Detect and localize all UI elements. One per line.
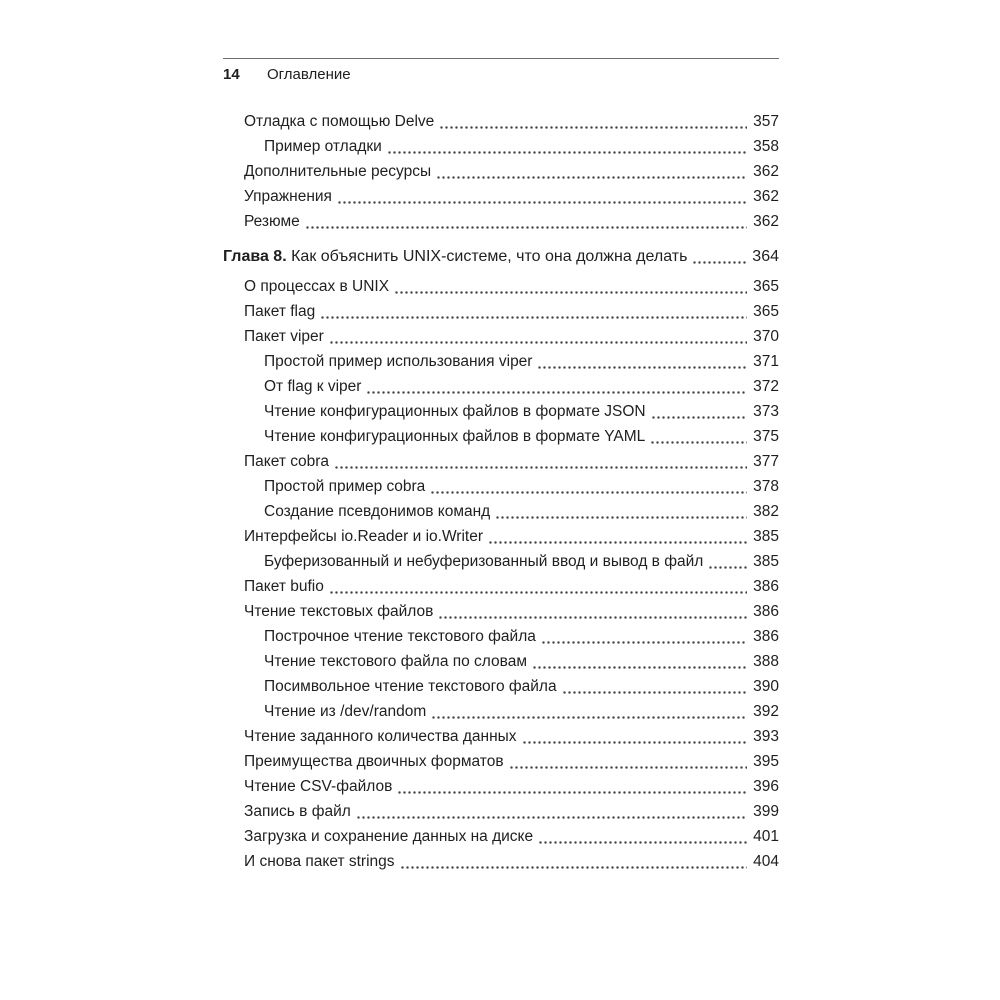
toc-entry	[223, 324, 779, 349]
chapter-prefix: Глава 8.	[223, 248, 292, 265]
toc-entry	[223, 699, 779, 724]
toc-entry-page: 395	[753, 753, 779, 770]
toc-entry-label: Буферизованный и небуферизованный ввод и вывод в файл	[264, 553, 704, 570]
dot-leader	[431, 716, 747, 719]
dot-leader	[439, 126, 747, 129]
dot-leader	[366, 391, 747, 394]
toc-entry-label: Чтение заданного количества данных	[244, 728, 517, 745]
toc-entry-label: Простой пример cobra	[264, 478, 426, 495]
dot-leader	[397, 791, 747, 794]
toc-entry-label: Посимвольное чтение текстового файла	[264, 678, 557, 695]
toc-entry	[223, 599, 779, 624]
dot-leader	[538, 841, 747, 844]
toc-entry-label: От flag к viper	[264, 378, 362, 395]
toc-entry	[223, 159, 779, 184]
dot-leader	[387, 151, 747, 154]
toc-entry-page: 382	[753, 503, 779, 520]
dot-leader	[356, 816, 747, 819]
toc-entry	[223, 749, 779, 774]
dot-leader	[329, 341, 747, 344]
toc-entry	[223, 274, 779, 299]
toc-list	[223, 109, 779, 874]
toc-entry	[223, 624, 779, 649]
page-header	[223, 67, 779, 83]
toc-entry-label: Упражнения	[244, 188, 332, 205]
toc-entry-label: Запись в файл	[244, 803, 351, 820]
toc-entry-page: 362	[753, 188, 779, 205]
dot-leader	[495, 516, 747, 519]
toc-entry-page: 375	[753, 428, 779, 445]
dot-leader	[400, 866, 748, 869]
toc-entry-label: Дополнительные ресурсы	[244, 163, 432, 180]
toc-entry-page: 388	[753, 653, 779, 670]
toc-entry-label: Преимущества двоичных форматов	[244, 753, 504, 770]
toc-entry-label: Пакет viper	[244, 328, 324, 345]
toc-entry	[223, 244, 779, 269]
dot-leader	[651, 416, 747, 419]
toc-entry-page: 396	[753, 778, 779, 795]
dot-leader	[650, 441, 747, 444]
toc-entry-page: 399	[753, 803, 779, 820]
dot-leader	[337, 201, 747, 204]
header-rule	[223, 58, 779, 59]
dot-leader	[541, 641, 747, 644]
toc-entry	[223, 649, 779, 674]
toc-entry-page: 370	[753, 328, 779, 345]
dot-leader	[708, 566, 747, 569]
toc-entry-label: Пример отладки	[264, 138, 382, 155]
toc-entry-page: 392	[753, 703, 779, 720]
toc-entry-label: Пакет bufio	[244, 578, 324, 595]
toc-entry-label: Чтение конфигурационных файлов в формате JSON	[264, 403, 646, 420]
dot-leader	[305, 226, 747, 229]
toc-entry-label: Чтение текстового файла по словам	[264, 653, 527, 670]
dot-leader	[334, 466, 747, 469]
toc-entry-page: 404	[753, 853, 779, 870]
toc-entry-page: 365	[753, 278, 779, 295]
toc-entry-page: 393	[753, 728, 779, 745]
toc-entry	[223, 724, 779, 749]
toc-entry-page: 386	[753, 578, 779, 595]
toc-entry	[223, 424, 779, 449]
toc-entry-page: 365	[753, 303, 779, 320]
toc-entry-page: 385	[753, 528, 779, 545]
dot-leader	[329, 591, 747, 594]
toc-entry-page: 386	[753, 628, 779, 645]
toc-entry	[223, 349, 779, 374]
toc-entry-page: 401	[753, 828, 779, 845]
toc-entry-label: Резюме	[244, 213, 300, 230]
dot-leader	[537, 366, 747, 369]
dot-leader	[562, 691, 747, 694]
toc-entry-label: Загрузка и сохранение данных на диске	[244, 828, 534, 845]
dot-leader	[532, 666, 747, 669]
dot-leader	[430, 491, 747, 494]
toc-entry	[223, 449, 779, 474]
toc-entry	[223, 824, 779, 849]
toc-entry-label: О процессах в UNIX	[244, 278, 390, 295]
toc-entry	[223, 109, 779, 134]
toc-entry-page: 372	[753, 378, 779, 395]
dot-leader	[320, 316, 747, 319]
toc-entry	[223, 799, 779, 824]
toc-entry-label: Чтение конфигурационных файлов в формате YAML	[264, 428, 646, 445]
toc-entry	[223, 774, 779, 799]
toc-entry-page: 377	[753, 453, 779, 470]
toc-entry-label: Построчное чтение текстового файла	[264, 628, 536, 645]
toc-entry-label: Отладка с помощью Delve	[244, 113, 435, 130]
toc-entry-label: Чтение из /dev/random	[264, 703, 427, 720]
toc-entry	[223, 524, 779, 549]
header-page-number: 14	[223, 66, 240, 83]
toc-entry-page: 371	[753, 353, 779, 370]
toc-entry	[223, 299, 779, 324]
header-title: Оглавление	[267, 66, 351, 83]
dot-leader	[436, 176, 747, 179]
toc-entry-label: Чтение текстовых файлов	[244, 603, 434, 620]
toc-entry-label: Чтение CSV-файлов	[244, 778, 393, 795]
toc-entry-page: 362	[753, 163, 779, 180]
toc-entry-page: 373	[753, 403, 779, 420]
toc-entry	[223, 374, 779, 399]
toc-entry-label: Пакет cobra	[244, 453, 330, 470]
toc-entry	[223, 184, 779, 209]
toc-entry-page: 390	[753, 678, 779, 695]
toc-entry	[223, 134, 779, 159]
toc-entry-label: Интерфейсы io.Reader и io.Writer	[244, 528, 483, 545]
dot-leader	[692, 261, 747, 264]
toc-entry-label: Простой пример использования viper	[264, 353, 533, 370]
toc-entry	[223, 399, 779, 424]
dot-leader	[509, 766, 747, 769]
toc-entry-page: 358	[753, 138, 779, 155]
page-content	[223, 0, 779, 874]
toc-entry	[223, 549, 779, 574]
toc-entry-page: 357	[753, 113, 779, 130]
toc-entry-label: Пакет flag	[244, 303, 316, 320]
toc-entry-page: 364	[752, 248, 779, 265]
dot-leader	[522, 741, 747, 744]
toc-entry-page: 385	[753, 553, 779, 570]
dot-leader	[394, 291, 747, 294]
toc-entry-page: 386	[753, 603, 779, 620]
toc-entry	[223, 499, 779, 524]
toc-entry	[223, 674, 779, 699]
dot-leader	[438, 616, 747, 619]
toc-entry-label: И снова пакет strings	[244, 853, 395, 870]
toc-entry	[223, 849, 779, 874]
toc-entry-label: Глава 8. Как объяснить UNIX-системе, что она должна делать	[223, 248, 688, 265]
dot-leader	[488, 541, 747, 544]
toc-entry-page: 378	[753, 478, 779, 495]
toc-entry	[223, 209, 779, 234]
toc-entry-page: 362	[753, 213, 779, 230]
toc-entry	[223, 574, 779, 599]
toc-entry	[223, 474, 779, 499]
toc-entry-label: Создание псевдонимов команд	[264, 503, 491, 520]
